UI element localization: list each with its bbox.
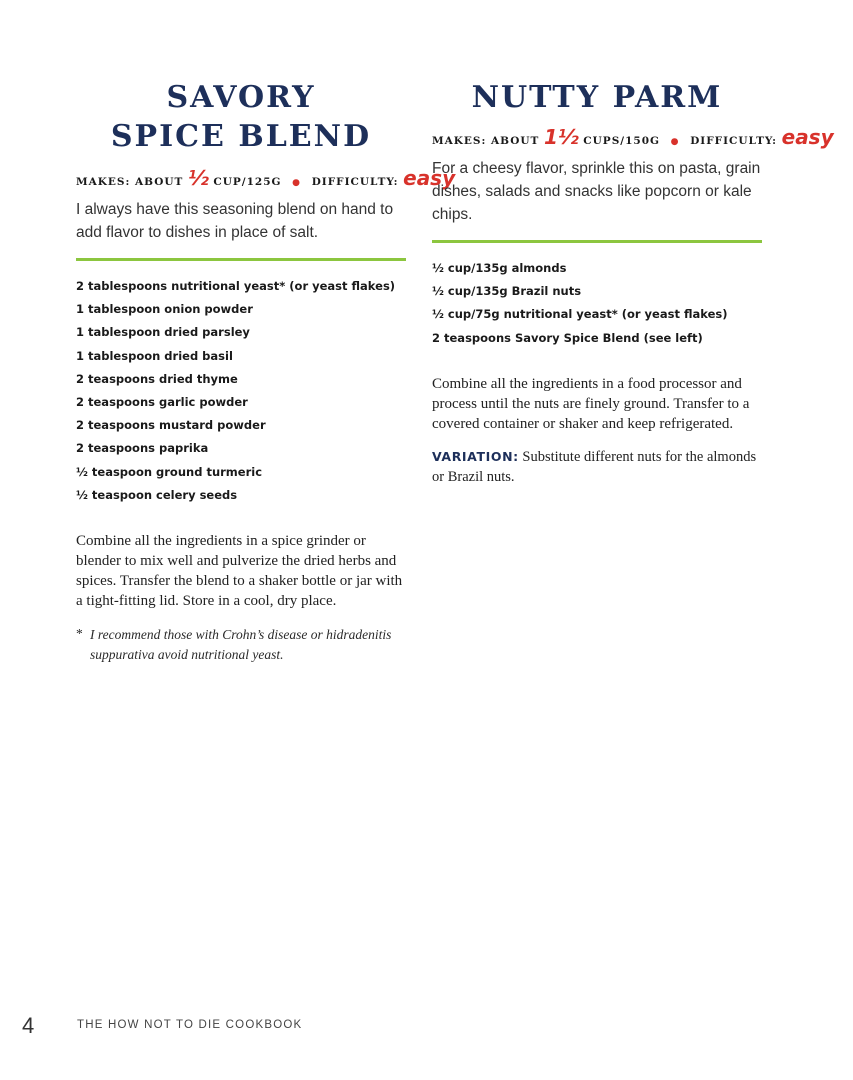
- ingredient-item: 2 teaspoons paprika: [76, 441, 209, 456]
- makes-amount: CUP/125G: [213, 176, 282, 188]
- makes-fraction: ½: [188, 166, 209, 190]
- recipe-meta: [76, 166, 456, 190]
- recipe-savory-spice-blend: [76, 78, 456, 665]
- separator-dot-icon: ●: [292, 178, 302, 188]
- footnote-text: I recommend those with Crohn’s disease or hidradenitis suppurativa avoid nutritional yeast.: [90, 627, 392, 663]
- ingredient-item: ½ teaspoon ground turmeric: [76, 464, 263, 479]
- ingredient-item: ½ cup/135g Brazil nuts: [432, 284, 582, 299]
- variation-label: VARIATION:: [432, 448, 519, 464]
- difficulty-label: DIFFICULTY:: [690, 135, 777, 147]
- separator-dot-icon: ●: [670, 137, 680, 147]
- difficulty-value: easy: [403, 166, 456, 190]
- ingredient-item: ½ cup/75g nutritional yeast* (or yeast flakes): [432, 307, 728, 322]
- book-title: THE HOW NOT TO DIE COOKBOOK: [77, 1019, 303, 1031]
- recipe-meta: [432, 125, 834, 149]
- divider-rule: [432, 240, 762, 243]
- ingredient-list: [76, 275, 406, 507]
- difficulty-label: DIFFICULTY:: [311, 176, 399, 188]
- footnote: [76, 625, 406, 665]
- variation-text: Substitute different nuts for the almonds or Brazil nuts.: [432, 448, 757, 485]
- ingredient-item: ½ teaspoon celery seeds: [76, 487, 238, 502]
- page-number: 4: [22, 1013, 35, 1038]
- makes-amount: CUPS/150G: [583, 135, 661, 147]
- makes-fraction: 1½: [544, 125, 579, 149]
- recipe-method: Combine all the ingredients in a food processor and process until the nuts are finely ground. Transfer to a covered container or shaker and keep refrigerated.: [432, 375, 750, 432]
- ingredient-item: 2 tablespoons nutritional yeast* (or yeast flakes): [76, 279, 396, 293]
- recipe-title-line-2: SPICE BLEND: [110, 119, 372, 154]
- makes-label: MAKES: ABOUT: [76, 176, 184, 188]
- ingredient-item: 1 tablespoon dried parsley: [76, 325, 250, 340]
- recipe-intro: For a cheesy flavor, sprinkle this on pasta, grain dishes, salads and snacks like popcorn or kale chips.: [432, 160, 761, 223]
- page-footer: [22, 1013, 422, 1043]
- recipe-intro: I always have this seasoning blend on hand to add flavor to dishes in place of salt.: [76, 201, 394, 241]
- difficulty-value: easy: [781, 125, 834, 149]
- divider-rule: [76, 258, 406, 261]
- recipe-title: NUTTY PARM: [471, 80, 723, 115]
- ingredient-list: [432, 257, 762, 350]
- ingredient-item: 2 teaspoons mustard powder: [76, 418, 266, 433]
- recipe-title: [76, 78, 406, 156]
- ingredient-item: 1 tablespoon onion powder: [76, 302, 253, 317]
- makes-label: MAKES: ABOUT: [432, 135, 540, 147]
- ingredient-item: ½ cup/135g almonds: [432, 261, 567, 275]
- recipe-variation: [432, 447, 762, 487]
- ingredient-item: 2 teaspoons Savory Spice Blend (see left): [432, 330, 703, 345]
- footnote-asterisk: *: [76, 626, 83, 642]
- recipe-nutty-parm: [432, 78, 834, 487]
- recipe-method: Combine all the ingredients in a spice grinder or blender to mix well and pulverize the dried herbs and spices. Transfer the blend to a shaker bottle or jar with a tight-fitting lid. Store in a cool, dry place.: [76, 533, 403, 610]
- ingredient-item: 2 teaspoons dried thyme: [76, 371, 238, 386]
- ingredient-item: 2 teaspoons garlic powder: [76, 395, 248, 410]
- ingredient-item: 1 tablespoon dried basil: [76, 348, 233, 363]
- recipe-title-line-1: SAVORY: [166, 80, 316, 115]
